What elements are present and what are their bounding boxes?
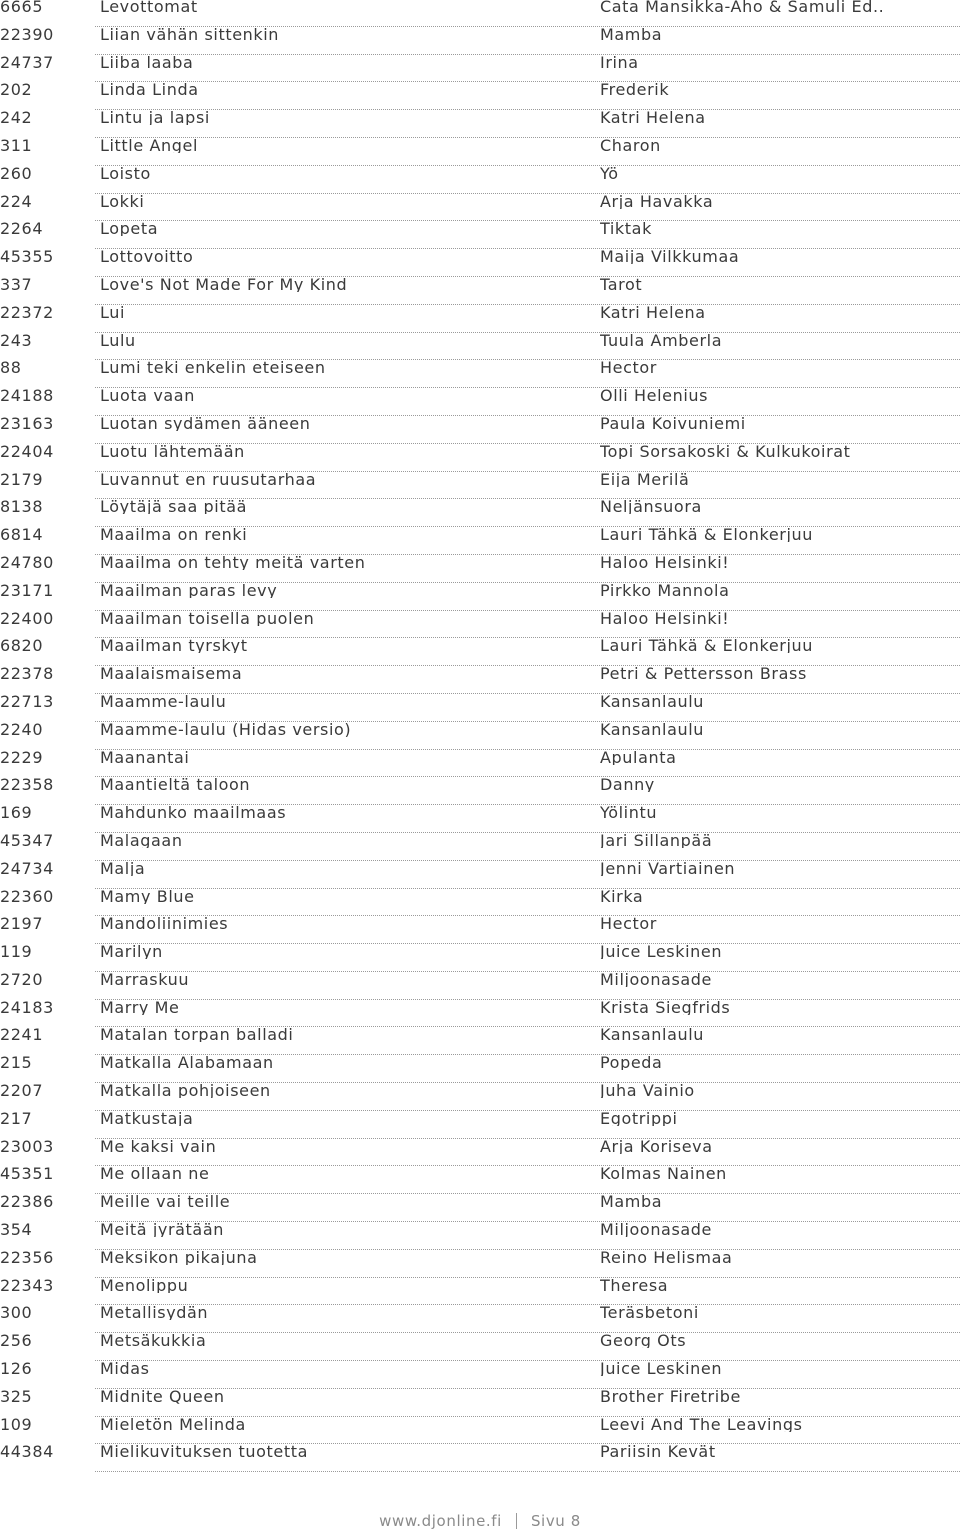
song-artist: Miljoonasade: [600, 1223, 713, 1238]
table-row: [0, 361, 960, 389]
table-row: [0, 167, 960, 195]
song-number: 260: [0, 166, 33, 181]
song-number: 354: [0, 1223, 33, 1238]
song-title: Meksikon pikajuna: [100, 1250, 258, 1265]
song-number: 23003: [0, 1139, 54, 1154]
table-row: [0, 278, 960, 306]
song-number: 215: [0, 1056, 33, 1071]
song-number: 202: [0, 83, 33, 98]
song-title: Metallisydän: [100, 1306, 209, 1321]
song-number: 23171: [0, 583, 54, 598]
song-number: 325: [0, 1389, 33, 1404]
footer-site-link[interactable]: www.djonline.fi: [379, 1512, 502, 1530]
table-row: [0, 1445, 960, 1473]
song-artist: Tiktak: [600, 222, 652, 237]
song-artist: Kansanlaulu: [600, 1028, 705, 1043]
song-artist: Hector: [600, 917, 657, 932]
song-number: 2197: [0, 917, 44, 932]
song-artist: Juha Vainio: [600, 1084, 695, 1099]
song-artist: Lauri Tähkä & Elonkerjuu: [600, 528, 813, 543]
song-title: Lopeta: [100, 222, 159, 237]
song-number: 2229: [0, 750, 44, 765]
song-number: 311: [0, 138, 33, 153]
song-number: 6820: [0, 639, 44, 654]
table-row: [0, 473, 960, 501]
song-artist: Georg Ots: [600, 1334, 687, 1349]
song-title: Lintu ja lapsi: [100, 111, 210, 126]
song-number: 243: [0, 333, 33, 348]
song-title: Luvannut en ruusutarhaa: [100, 472, 317, 487]
table-row: [0, 862, 960, 890]
song-artist: Arja Koriseva: [600, 1139, 713, 1154]
song-title: Lokki: [100, 194, 145, 209]
song-artist: Theresa: [600, 1278, 669, 1293]
song-number: 22713: [0, 694, 54, 709]
song-artist: Lauri Tähkä & Elonkerjuu: [600, 639, 813, 654]
song-artist: Juice Leskinen: [600, 945, 723, 960]
song-number: 2264: [0, 222, 44, 237]
song-artist: Petri & Pettersson Brass: [600, 667, 807, 682]
song-artist: Tarot: [600, 277, 643, 292]
song-artist: Eija Merilä: [600, 472, 690, 487]
song-artist: Charon: [600, 138, 661, 153]
song-title: Malja: [100, 861, 146, 876]
song-artist: Cata Mansikka-Aho & Samuli Ed..: [600, 0, 885, 14]
table-row: [0, 834, 960, 862]
table-row: [0, 612, 960, 640]
song-artist: Juice Leskinen: [600, 1362, 723, 1377]
song-number: 2241: [0, 1028, 44, 1043]
table-row: [0, 56, 960, 84]
song-title: Me kaksi vain: [100, 1139, 217, 1154]
song-artist: Irina: [600, 55, 639, 70]
song-artist: Teräsbetoni: [600, 1306, 699, 1321]
song-title: Lumi teki enkelin eteiseen: [100, 361, 326, 376]
song-artist: Kolmas Nainen: [600, 1167, 727, 1182]
table-row: [0, 250, 960, 278]
song-number: 22400: [0, 611, 54, 626]
song-number: 300: [0, 1306, 33, 1321]
table-row: [0, 1362, 960, 1390]
song-title: Malagaan: [100, 833, 183, 848]
page-footer: [0, 1512, 960, 1530]
song-title: Mamy Blue: [100, 889, 195, 904]
song-title: Luota vaan: [100, 389, 195, 404]
table-row: [0, 28, 960, 56]
table-row: [0, 917, 960, 945]
table-row: [0, 1112, 960, 1140]
song-artist: Kansanlaulu: [600, 694, 705, 709]
song-artist: Hector: [600, 361, 657, 376]
song-number: 24780: [0, 555, 54, 570]
table-row: [0, 667, 960, 695]
song-number: 88: [0, 361, 22, 376]
table-row: [0, 556, 960, 584]
song-number: 6814: [0, 528, 44, 543]
song-number: 169: [0, 806, 33, 821]
song-number: 22356: [0, 1250, 54, 1265]
song-title: Levottomat: [100, 0, 198, 14]
song-title: Matalan torpan balladi: [100, 1028, 294, 1043]
song-number: 337: [0, 277, 33, 292]
song-number: 24737: [0, 55, 54, 70]
table-row: [0, 1140, 960, 1168]
table-row: [0, 1223, 960, 1251]
song-title: Marraskuu: [100, 972, 190, 987]
song-number: 24734: [0, 861, 54, 876]
song-number: 256: [0, 1334, 33, 1349]
table-row: [0, 445, 960, 473]
song-artist: Frederik: [600, 83, 670, 98]
song-artist: Brother Firetribe: [600, 1389, 741, 1404]
song-title: Lulu: [100, 333, 136, 348]
song-artist: Haloo Helsinki!: [600, 611, 730, 626]
song-artist: Yölintu: [600, 806, 658, 821]
table-row: [0, 222, 960, 250]
table-row: [0, 83, 960, 111]
song-number: 242: [0, 111, 33, 126]
song-number: 24188: [0, 389, 54, 404]
table-row: [0, 417, 960, 445]
song-title: Marry Me: [100, 1000, 180, 1015]
table-row: [0, 389, 960, 417]
table-row: [0, 1279, 960, 1307]
song-artist: Jenni Vartiainen: [600, 861, 736, 876]
song-title: Lui: [100, 305, 126, 320]
song-title: Matkalla Alabamaan: [100, 1056, 274, 1071]
song-title: Mieletön Melinda: [100, 1417, 246, 1432]
song-number: 22404: [0, 444, 54, 459]
table-row: [0, 1056, 960, 1084]
song-number: 22386: [0, 1195, 54, 1210]
song-title: Luotu lähtemään: [100, 444, 245, 459]
song-title: Maanantai: [100, 750, 190, 765]
table-row: [0, 778, 960, 806]
song-number: 2240: [0, 722, 44, 737]
song-title: Mielikuvituksen tuotetta: [100, 1445, 308, 1460]
song-artist: Maija Vilkkumaa: [600, 250, 740, 265]
table-row: [0, 1418, 960, 1446]
song-artist: Kansanlaulu: [600, 722, 705, 737]
table-row: [0, 695, 960, 723]
song-artist: Yö: [600, 166, 619, 181]
song-title: Matkustaja: [100, 1111, 194, 1126]
song-artist: Topi Sorsakoski & Kulkukoirat: [600, 444, 851, 459]
table-row: [0, 195, 960, 223]
footer-page-number: Sivu 8: [530, 1512, 581, 1530]
song-artist: Kirka: [600, 889, 644, 904]
song-artist: Miljoonasade: [600, 972, 713, 987]
song-title: Meitä jyrätään: [100, 1223, 224, 1238]
table-row: [0, 1251, 960, 1279]
table-row: [0, 751, 960, 779]
song-number: 119: [0, 945, 33, 960]
song-number: 22360: [0, 889, 54, 904]
song-number: 2179: [0, 472, 44, 487]
song-title: Maamme-laulu (Hidas versio): [100, 722, 352, 737]
song-title: Linda Linda: [100, 83, 199, 98]
song-title: Liiba laaba: [100, 55, 194, 70]
song-number: 2720: [0, 972, 44, 987]
song-number: 109: [0, 1417, 33, 1432]
song-artist: Katri Helena: [600, 305, 706, 320]
song-number: 126: [0, 1362, 33, 1377]
song-number: 22390: [0, 27, 54, 42]
song-number: 217: [0, 1111, 33, 1126]
song-title: Mandoliinimies: [100, 917, 229, 932]
song-artist: Pariisin Kevät: [600, 1445, 716, 1460]
footer-separator: [516, 1513, 517, 1529]
table-row: [0, 334, 960, 362]
song-artist: Popeda: [600, 1056, 663, 1071]
song-title: Luotan sydämen ääneen: [100, 416, 311, 431]
table-row: [0, 1334, 960, 1362]
song-title: Midnite Queen: [100, 1389, 225, 1404]
table-row: [0, 639, 960, 667]
song-title: Löytäjä saa pitää: [100, 500, 248, 515]
song-title: Marilyn: [100, 945, 163, 960]
song-artist: Apulanta: [600, 750, 677, 765]
song-title: Maailman toisella puolen: [100, 611, 315, 626]
table-row: [0, 1195, 960, 1223]
song-title: Mahdunko maailmaas: [100, 806, 287, 821]
song-title: Maailma on renki: [100, 528, 248, 543]
song-title: Metsäkukkia: [100, 1334, 207, 1349]
table-row: [0, 528, 960, 556]
song-artist: Mamba: [600, 27, 663, 42]
table-row: [0, 945, 960, 973]
song-artist: Jari Sillanpää: [600, 833, 713, 848]
song-artist: Reino Helismaa: [600, 1250, 733, 1265]
table-row: [0, 1084, 960, 1112]
song-number: 22358: [0, 778, 54, 793]
song-title: Loisto: [100, 166, 151, 181]
song-artist: Katri Helena: [600, 111, 706, 126]
table-row: [0, 111, 960, 139]
song-artist: Krista Siegfrids: [600, 1000, 731, 1015]
song-artist: Danny: [600, 778, 655, 793]
table-row: [0, 1390, 960, 1418]
song-title: Lottovoitto: [100, 250, 194, 265]
song-title: Maantieltä taloon: [100, 778, 251, 793]
song-number: 2207: [0, 1084, 44, 1099]
song-number: 224: [0, 194, 33, 209]
song-number: 22378: [0, 667, 54, 682]
song-title: Love's Not Made For My Kind: [100, 277, 348, 292]
song-title: Maalaismaisema: [100, 667, 243, 682]
song-title: Maamme-laulu: [100, 694, 227, 709]
song-artist: Leevi And The Leavings: [600, 1417, 803, 1432]
song-artist: Pirkko Mannola: [600, 583, 730, 598]
song-artist: Neljänsuora: [600, 500, 702, 515]
table-row: [0, 1167, 960, 1195]
song-number: 45355: [0, 250, 54, 265]
song-artist: Mamba: [600, 1195, 663, 1210]
song-artist: Haloo Helsinki!: [600, 555, 730, 570]
song-title: Me ollaan ne: [100, 1167, 210, 1182]
table-row: [0, 1028, 960, 1056]
table-row: [0, 0, 960, 28]
song-title: Maailman paras levy: [100, 583, 278, 598]
song-title: Matkalla pohjoiseen: [100, 1084, 271, 1099]
song-number: 8138: [0, 500, 44, 515]
table-row: [0, 306, 960, 334]
song-title: Maailma on tehty meitä varten: [100, 555, 366, 570]
table-row: [0, 723, 960, 751]
song-artist: Paula Koivuniemi: [600, 416, 746, 431]
song-artist: Arja Havakka: [600, 194, 714, 209]
song-title: Little Angel: [100, 138, 199, 153]
song-number: 44384: [0, 1445, 54, 1460]
table-row: [0, 973, 960, 1001]
song-number: 24183: [0, 1000, 54, 1015]
table-row: [0, 584, 960, 612]
song-title: Midas: [100, 1362, 150, 1377]
song-number: 23163: [0, 416, 54, 431]
song-number: 45347: [0, 833, 54, 848]
song-artist: Egotrippi: [600, 1111, 678, 1126]
song-number: 45351: [0, 1167, 54, 1182]
song-title: Liian vähän sittenkin: [100, 27, 280, 42]
table-row: [0, 139, 960, 167]
song-artist: Tuula Amberla: [600, 333, 723, 348]
song-title: Meille vai teille: [100, 1195, 231, 1210]
song-number: 22343: [0, 1278, 54, 1293]
table-row: [0, 1306, 960, 1334]
table-row: [0, 500, 960, 528]
song-title: Maailman tyrskyt: [100, 639, 248, 654]
song-number: 6665: [0, 0, 44, 14]
table-row: [0, 806, 960, 834]
table-row: [0, 890, 960, 918]
song-number: 22372: [0, 305, 54, 320]
song-title: Menolippu: [100, 1278, 189, 1293]
song-artist: Olli Helenius: [600, 389, 709, 404]
table-row: [0, 1001, 960, 1029]
